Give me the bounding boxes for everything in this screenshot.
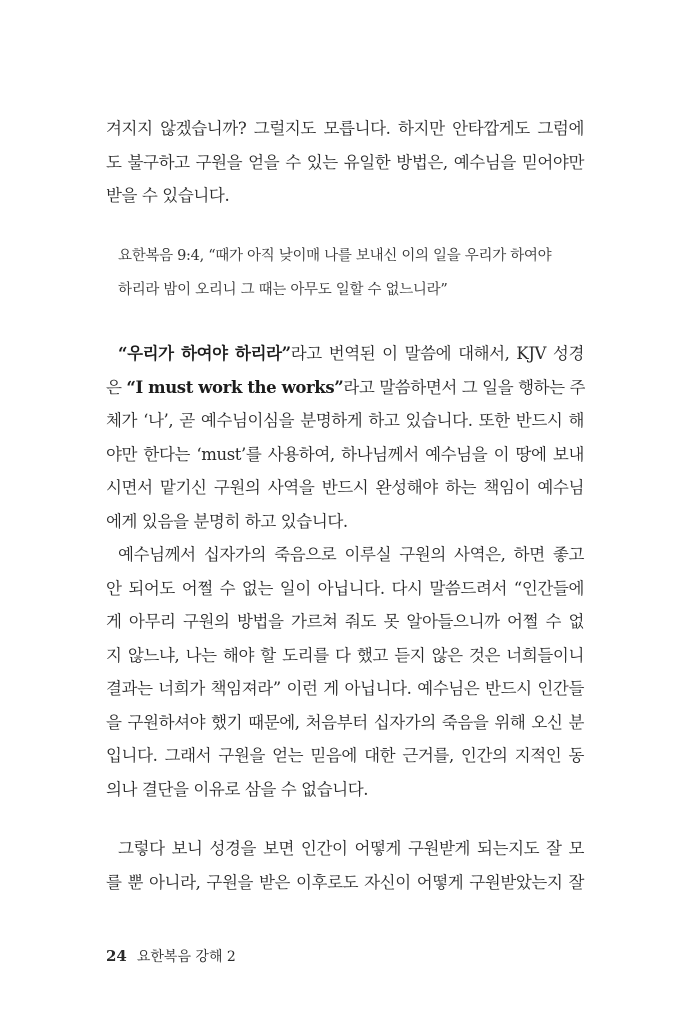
body-line: 의나 결단을 이유로 삼을 수 없습니다. — [106, 780, 369, 799]
running-title: 요한복음 강해 2 — [136, 949, 236, 965]
body-line: 을 구원하셔야 했기 때문에, 처음부터 십자가의 죽음을 위해 오신 분 — [106, 713, 584, 732]
body-text: 라고 말씀하면서 그 일을 행하는 주 — [343, 378, 586, 397]
bold-phrase: “I must work the works” — [126, 378, 344, 397]
body-line: 안 되어도 어쩔 수 없는 일이 아닙니다. 다시 말씀드려서 “인간들에 — [106, 579, 584, 598]
bold-phrase: “우리가 하여야 하리라” — [118, 344, 291, 363]
body-line: 입니다. 그래서 구원을 얻는 믿음에 대한 근거를, 인간의 지적인 동 — [106, 746, 584, 765]
body-line: 게 아무리 구원의 방법을 가르쳐 줘도 못 알아들으니까 어쩔 수 없 — [106, 612, 584, 631]
body-line — [118, 342, 584, 366]
page-footer — [106, 946, 236, 966]
body-text: 은 — [106, 378, 127, 397]
body-line: 체가 ‘나’, 곧 예수님이심을 분명하게 하고 있습니다. 또한 반드시 해 — [106, 411, 584, 430]
body-line — [106, 376, 584, 400]
body-line: 시면서 맡기신 구원의 사역을 반드시 완성해야 하는 책임이 예수님 — [106, 478, 584, 497]
scripture-quote-line: 하리라 밤이 오리니 그 때는 아무도 일할 수 없느니라” — [118, 282, 448, 298]
body-line: 결과는 너희가 책임져라” 이런 게 아닙니다. 예수님은 반드시 인간들 — [106, 679, 584, 698]
body-line: 를 뿐 아니라, 구원을 받은 이후로도 자신이 어떻게 구원받았는지 잘 — [106, 873, 584, 892]
body-line: 에게 있음을 분명히 하고 있습니다. — [106, 512, 348, 531]
body-line: 겨지지 않겠습니까? 그럴지도 모릅니다. 하지만 안타깝게도 그럼에 — [106, 119, 584, 138]
body-line: 받을 수 있습니다. — [106, 186, 230, 205]
body-line: 도 불구하고 구원을 얻을 수 있는 유일한 방법은, 예수님을 믿어야만 — [106, 153, 584, 172]
scripture-quote-line: 요한복음 9:4, “때가 아직 낮이매 나를 보내신 이의 일을 우리가 하여야 — [118, 248, 552, 264]
body-line: 예수님께서 십자가의 죽음으로 이루실 구원의 사역은, 하면 좋고 — [118, 545, 584, 564]
body-line: 그렇다 보니 성경을 보면 인간이 어떻게 구원받게 되는지도 잘 모 — [118, 839, 584, 858]
body-text: 라고 번역된 이 말씀에 대해서, KJV 성경 — [290, 344, 584, 363]
body-line: 야만 한다는 ‘must’를 사용하여, 하나님께서 예수님을 이 땅에 보내 — [106, 445, 584, 464]
body-line: 지 않느냐, 나는 해야 할 도리를 다 했고 듣지 않은 것은 너희들이니 — [106, 646, 584, 665]
page-number: 24 — [106, 947, 127, 965]
